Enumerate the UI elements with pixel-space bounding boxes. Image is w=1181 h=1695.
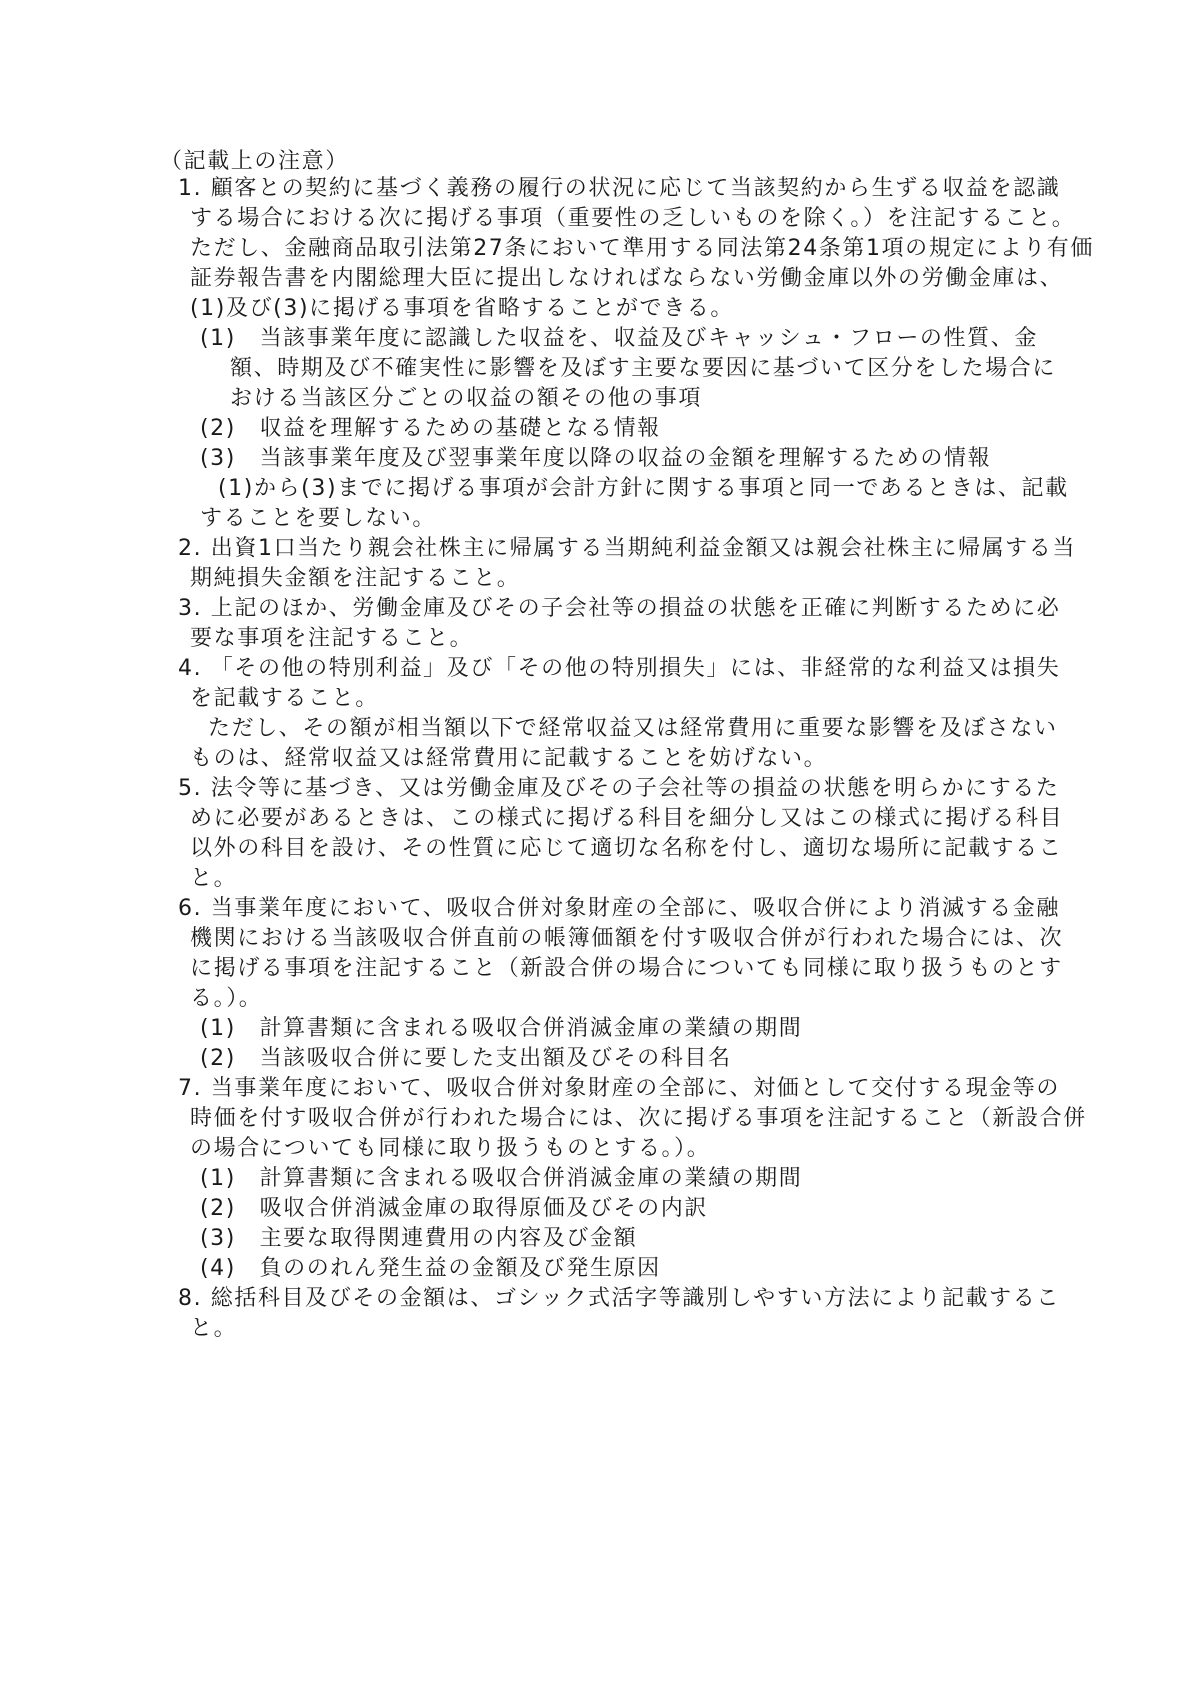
note-line: (1)から(3)までに掲げる事項が会計方針に関する事項と同一であるときは、記載 [218, 476, 1069, 501]
note-line: ただし、金融商品取引法第27条において準用する同法第24条第1項の規定により有価 [190, 236, 1094, 261]
note-subitem: (2) 収益を理解するための基礎となる情報 [200, 416, 661, 441]
note-subitem: (3) 主要な取得関連費用の内容及び金額 [200, 1226, 638, 1251]
note-line: 以外の科目を設け、その性質に応じて適切な名称を付し、適切な場所に記載するこ [190, 836, 1063, 861]
note-line: を記載すること。 [190, 686, 379, 711]
note-line: 2. 出資1口当たり親会社株主に帰属する当期純利益金額又は親会社株主に帰属する当 [178, 536, 1076, 561]
note-line: の場合についても同様に取り扱うものとする。）。 [190, 1136, 711, 1161]
note-line: 1. 顧客との契約に基づく義務の履行の状況に応じて当該契約から生ずる収益を認識 [178, 176, 1061, 201]
note-line: 機関における当該吸収合併直前の帳簿価額を付す吸収合併が行われた場合には、次 [190, 926, 1064, 951]
note-line: することを要しない。 [200, 506, 437, 531]
note-line: ものは、経常収益又は経常費用に記載することを妨げない。 [190, 746, 828, 771]
note-line: 証券報告書を内閣総理大臣に提出しなければならない労働金庫以外の労働金庫は、 [190, 266, 1064, 291]
note-line: 3. 上記のほか、労働金庫及びその子会社等の損益の状態を正確に判断するために必 [178, 596, 1061, 621]
note-line: に掲げる事項を注記すること（新設合併の場合についても同様に取り扱うものとす [190, 956, 1063, 981]
note-subitem: (1) 当該事業年度に認識した収益を、収益及びキャッシュ・フローの性質、金 [200, 326, 1038, 351]
note-subitem: (4) 負ののれん発生益の金額及び発生原因 [200, 1256, 661, 1281]
note-line: と。 [190, 1316, 238, 1341]
notes-heading: （記載上の注意） [160, 149, 349, 174]
note-line: めに必要があるときは、この様式に掲げる科目を細分し又はこの様式に掲げる科目 [190, 806, 1064, 831]
note-subitem: (2) 吸収合併消滅金庫の取得原価及びその内訳 [200, 1196, 708, 1221]
note-line: と。 [190, 866, 238, 891]
note-line: 8. 総括科目及びその金額は、ゴシック式活字等識別しやすい方法により記載するこ [178, 1286, 1060, 1311]
note-line: 7. 当事業年度において、吸収合併対象財産の全部に、対価として交付する現金等の [178, 1076, 1060, 1101]
note-line: 時価を付す吸収合併が行われた場合には、次に掲げる事項を注記すること（新設合併 [190, 1106, 1087, 1131]
note-line: 期純損失金額を注記すること。 [190, 566, 521, 591]
note-subitem: (1) 計算書類に含まれる吸収合併消滅金庫の業績の期間 [200, 1166, 803, 1191]
note-subitem: (3) 当該事業年度及び翌事業年度以降の収益の金額を理解するための情報 [200, 446, 992, 471]
note-line: 額、時期及び不確実性に影響を及ぼす主要な要因に基づいて区分をした場合に [230, 356, 1057, 381]
note-line: (1)及び(3)に掲げる事項を省略することができる。 [190, 296, 734, 321]
note-line: 6. 当事業年度において、吸収合併対象財産の全部に、吸収合併により消滅する金融 [178, 896, 1060, 921]
note-line: 5. 法令等に基づき、又は労働金庫及びその子会社等の損益の状態を明らかにするた [178, 776, 1060, 801]
note-line: おける当該区分ごとの収益の額その他の事項 [230, 386, 703, 411]
note-subitem: (1) 計算書類に含まれる吸収合併消滅金庫の業績の期間 [200, 1016, 803, 1041]
note-line: する場合における次に掲げる事項（重要性の乏しいものを除く。）を注記すること。 [190, 206, 1076, 231]
note-line: ただし、その額が相当額以下で経常収益又は経常費用に重要な影響を及ぼさない [208, 716, 1058, 741]
note-line: 4. 「その他の特別利益」及び「その他の特別損失」には、非経常的な利益又は損失 [178, 656, 1061, 681]
note-subitem: (2) 当該吸収合併に要した支出額及びその科目名 [200, 1046, 732, 1071]
note-line: る。）。 [190, 986, 263, 1011]
note-line: 要な事項を注記すること。 [190, 626, 474, 651]
